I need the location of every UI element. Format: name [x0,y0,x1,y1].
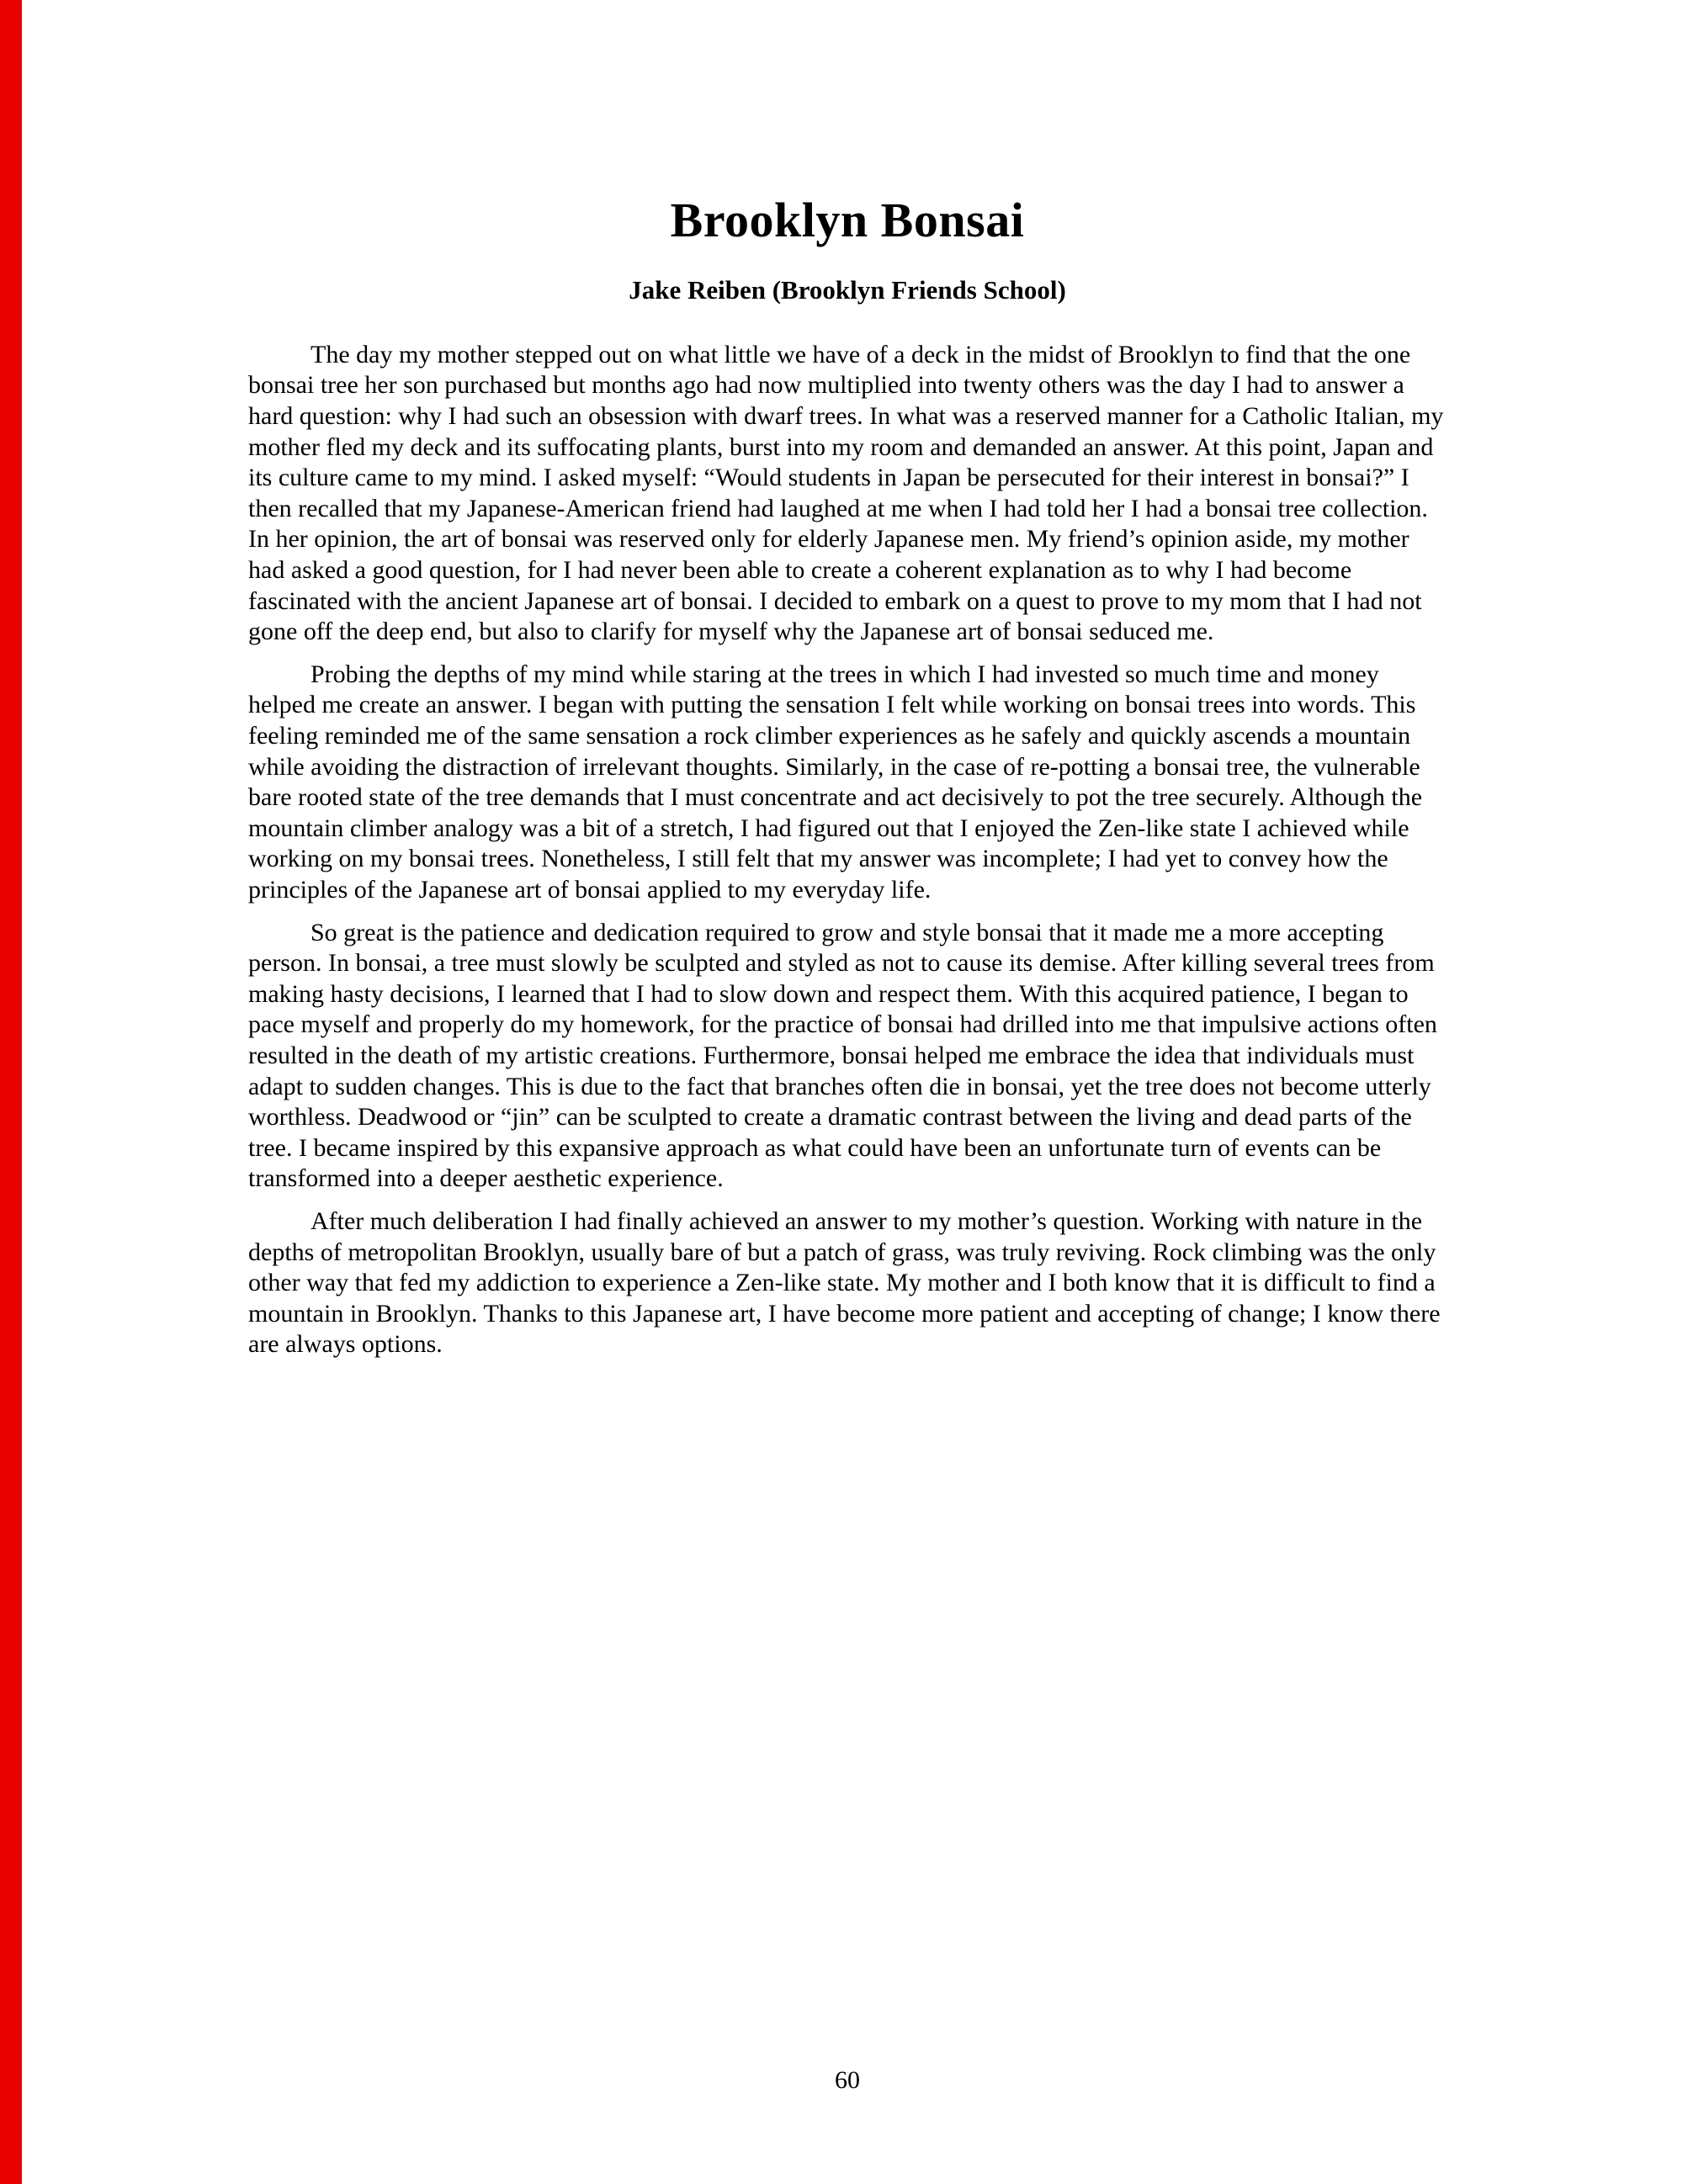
page-number: 60 [835,2066,860,2094]
essay-title: Brooklyn Bonsai [670,193,1025,247]
essay-paragraph-4: After much deliberation I had finally achieved an answer to my mother’s question. Working with nature in the depths of metropolitan Brooklyn, usually bare of but a patch of grass, was truly reviving. Rock climbing was the only other way that fed my addiction to experience a Zen-like state. My mother and I both know that it is difficult to find a mountain in Brooklyn. Thanks to this Japanese art, I have become more patient and accepting of change; I know there are always options. [248,1206,1441,1359]
page-edge-stripe [0,0,22,2184]
essay-paragraph-3: So great is the patience and dedication required to grow and style bonsai that it made me a more accepting person. In bonsai, a tree must slowly be sculpted and styled as not to cause its demise. After killing several trees from making hasty decisions, I learned that I had to slow down and respect them. With this acquired patience, I began to pace myself and properly do my homework, for the practice of bonsai had drilled into me that impulsive actions often resulted in the death of my artistic creations. Furthermore, bonsai helped me embrace the idea that individuals must adapt to sudden changes. This is due to the fact that branches often die in bonsai, yet the tree does not become utterly worthless. Deadwood or “jin” can be sculpted to create a dramatic contrast between the living and dead parts of the tree. I became inspired by this expansive approach as what could have been an unfortunate turn of events can be transformed into a deeper aesthetic experience. [248,918,1437,1193]
essay-content [248,193,1446,1372]
essay-paragraph-2: Probing the depths of my mind while staring at the trees in which I had invested so much time and money helped me create an answer. I began with putting the sensation I felt while working on bonsai trees into words. This feeling reminded me of the same sensation a rock climber experiences as he safely and quickly ascends a mountain while avoiding the distraction of irrelevant thoughts. Similarly, in the case of re-potting a bonsai tree, the vulnerable bare rooted state of the tree demands that I must concentrate and act decisively to pot the tree securely. Although the mountain climber analogy was a bit of a stretch, I had figured out that I enjoyed the Zen-like state I achieved while working on my bonsai trees. Nonetheless, I still felt that my answer was incomplete; I had yet to convey how the principles of the Japanese art of bonsai applied to my everyday life. [248,660,1423,904]
essay-author: Jake Reiben (Brooklyn Friends School) [629,274,1066,305]
essay-paragraph-1: The day my mother stepped out on what little we have of a deck in the midst of Brooklyn to find that the one bonsai tree her son purchased but months ago had now multiplied into twenty others was the day I had to answer a hard question: why I had such an obsession with dwarf trees. In what was a reserved manner for a Catholic Italian, my mother fled my deck and its suffocating plants, burst into my room and demanded an answer. At this point, Japan and its culture came to my mind. I asked myself: “Would students in Japan be persecuted for their interest in bonsai?” I then recalled that my Japanese-American friend had laughed at me when I had told her I had a bonsai tree collection. In her opinion, the art of bonsai was reserved only for elderly Japanese men. My friend’s opinion aside, my mother had asked a good question, for I had never been able to create a coherent explanation as to why I had become fascinated with the ancient Japanese art of bonsai. I decided to embark on a quest to prove to my mom that I had not gone off the deep end, but also to clarify for myself why the Japanese art of bonsai seduced me. [248,340,1444,646]
